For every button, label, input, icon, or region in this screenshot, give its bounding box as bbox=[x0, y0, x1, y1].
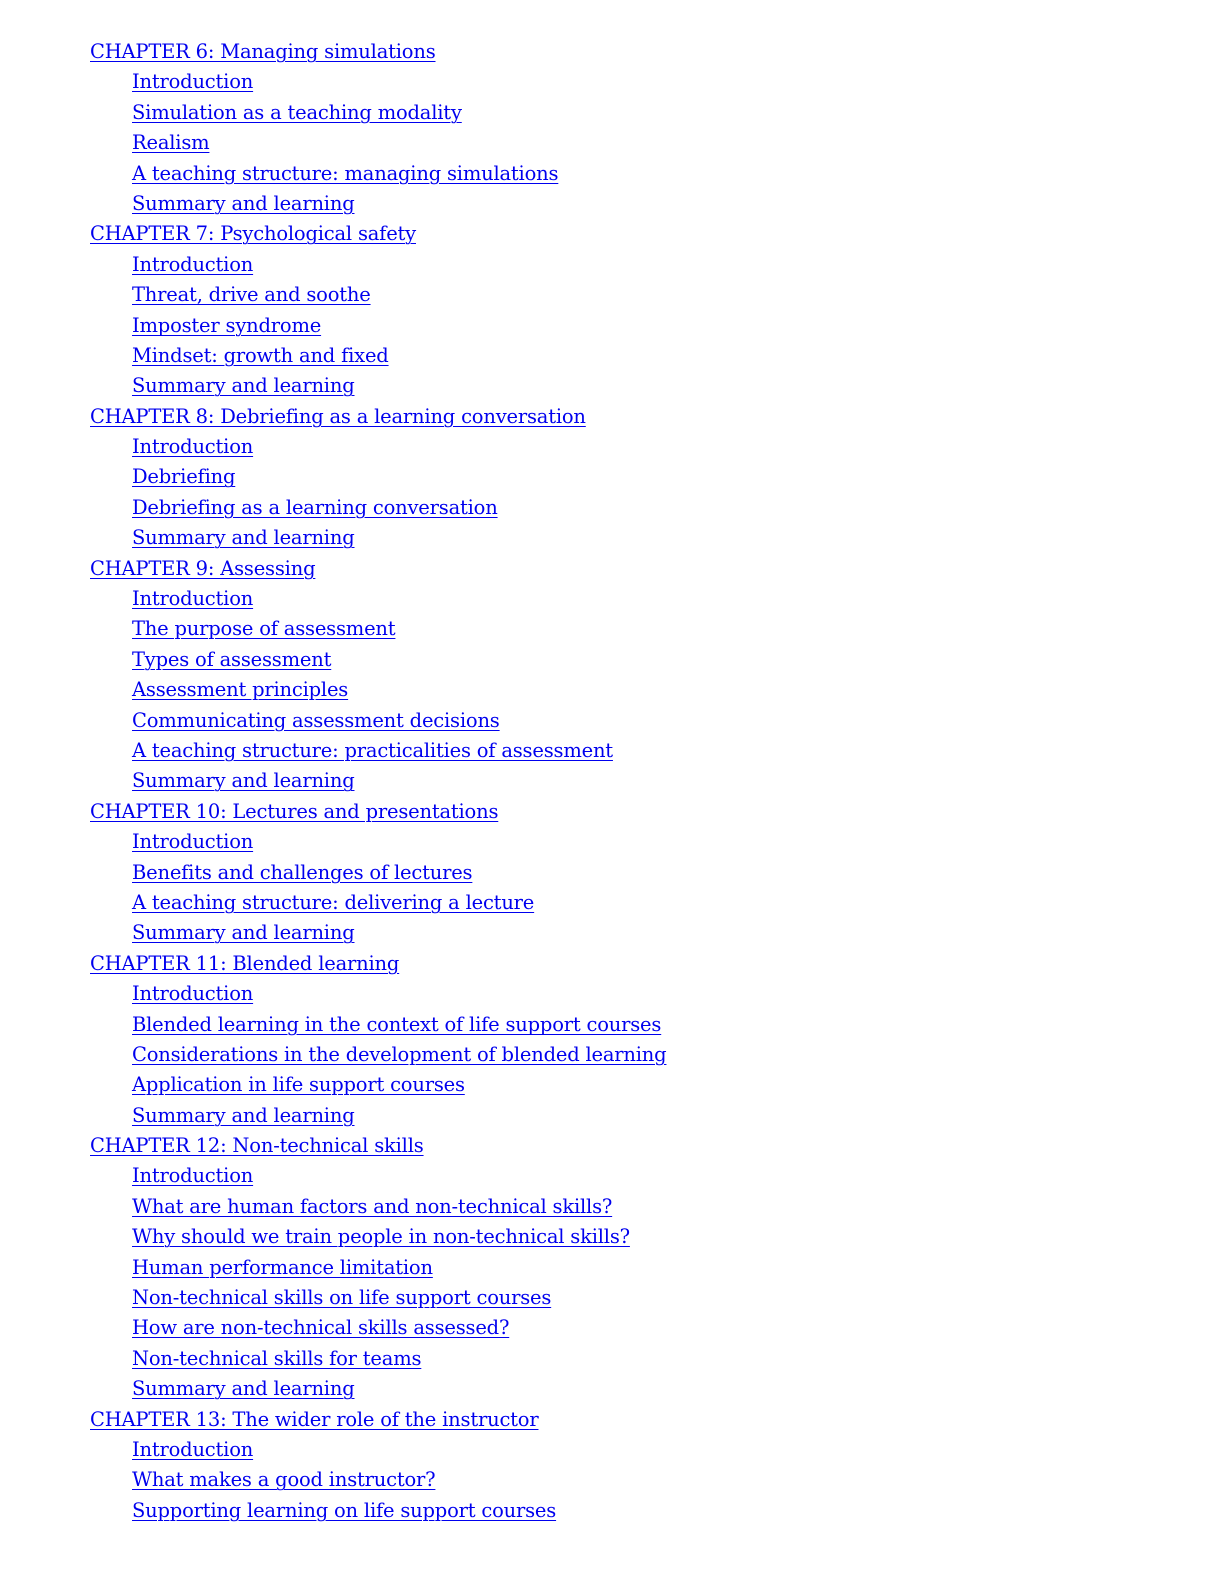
chapter-10 bbox=[90, 797, 1190, 949]
section-link[interactable]: Introduction bbox=[132, 1164, 254, 1188]
section-link[interactable]: Communicating assessment decisions bbox=[132, 708, 500, 732]
chapter-8-link[interactable]: CHAPTER 8: Debriefing as a learning conversation bbox=[90, 404, 586, 428]
section-link[interactable]: A teaching structure: practicalities of assessment bbox=[132, 738, 613, 762]
section-link[interactable]: Considerations in the development of blended learning bbox=[132, 1042, 667, 1066]
chapter-11-sections bbox=[90, 979, 1190, 1131]
section-link[interactable]: Debriefing bbox=[132, 465, 236, 489]
section-link[interactable]: Blended learning in the context of life support courses bbox=[132, 1012, 662, 1036]
section-link[interactable]: Supporting learning on life support courses bbox=[132, 1498, 557, 1522]
section-link[interactable]: Non-technical skills for teams bbox=[132, 1346, 422, 1370]
section-link[interactable]: Introduction bbox=[132, 587, 254, 611]
section-link[interactable]: Introduction bbox=[132, 1437, 254, 1461]
chapter-12-link[interactable]: CHAPTER 12: Non-technical skills bbox=[90, 1134, 424, 1158]
chapter-9-sections bbox=[90, 584, 1190, 797]
chapter-6-sections bbox=[90, 67, 1190, 219]
chapter-13 bbox=[90, 1405, 1190, 1527]
section-link[interactable]: Introduction bbox=[132, 982, 254, 1006]
section-link[interactable]: Summary and learning bbox=[132, 1377, 355, 1401]
section-link[interactable]: Application in life support courses bbox=[132, 1073, 465, 1097]
chapter-7-link[interactable]: CHAPTER 7: Psychological safety bbox=[90, 222, 416, 246]
section-link[interactable]: Realism bbox=[132, 131, 210, 155]
chapter-11-link[interactable]: CHAPTER 11: Blended learning bbox=[90, 951, 400, 975]
chapter-9-link[interactable]: CHAPTER 9: Assessing bbox=[90, 556, 316, 580]
section-link[interactable]: Human performance limitation bbox=[132, 1255, 433, 1279]
chapter-12 bbox=[90, 1131, 1190, 1405]
section-link[interactable]: Why should we train people in non-technical skills? bbox=[132, 1225, 630, 1249]
section-link[interactable]: A teaching structure: managing simulations bbox=[132, 161, 559, 185]
section-link[interactable]: Non-technical skills on life support courses bbox=[132, 1286, 552, 1310]
section-link[interactable]: Imposter syndrome bbox=[132, 313, 322, 337]
section-link[interactable]: Summary and learning bbox=[132, 921, 355, 945]
chapter-12-sections bbox=[90, 1161, 1190, 1404]
section-link[interactable]: Types of assessment bbox=[132, 647, 332, 671]
chapter-6 bbox=[90, 37, 1190, 219]
chapter-10-link[interactable]: CHAPTER 10: Lectures and presentations bbox=[90, 799, 499, 823]
chapter-6-link[interactable]: CHAPTER 6: Managing simulations bbox=[90, 40, 436, 63]
section-link[interactable]: What are human factors and non-technical skills? bbox=[132, 1194, 613, 1218]
section-link[interactable]: Benefits and challenges of lectures bbox=[132, 860, 473, 884]
section-link[interactable]: Summary and learning bbox=[132, 374, 355, 398]
section-link[interactable]: Assessment principles bbox=[132, 678, 349, 702]
chapter-13-link[interactable]: CHAPTER 13: The wider role of the instructor bbox=[90, 1407, 539, 1431]
section-link[interactable]: Introduction bbox=[132, 70, 254, 94]
chapter-13-sections bbox=[90, 1435, 1190, 1526]
section-link[interactable]: Summary and learning bbox=[132, 1103, 355, 1127]
chapter-9 bbox=[90, 554, 1190, 797]
chapter-8-sections bbox=[90, 432, 1190, 554]
chapter-10-sections bbox=[90, 827, 1190, 949]
section-link[interactable]: Introduction bbox=[132, 252, 254, 276]
section-link[interactable]: How are non-technical skills assessed? bbox=[132, 1316, 510, 1340]
chapter-7 bbox=[90, 219, 1190, 401]
section-link[interactable]: The purpose of assessment bbox=[132, 617, 396, 641]
section-link[interactable]: Summary and learning bbox=[132, 769, 355, 793]
section-link[interactable]: What makes a good instructor? bbox=[132, 1468, 436, 1492]
section-link[interactable]: Summary and learning bbox=[132, 526, 355, 550]
section-link[interactable]: A teaching structure: delivering a lecture bbox=[132, 890, 535, 914]
section-link[interactable]: Mindset: growth and fixed bbox=[132, 343, 389, 367]
chapter-11 bbox=[90, 949, 1190, 1131]
table-of-contents bbox=[90, 37, 1190, 1526]
section-link[interactable]: Introduction bbox=[132, 435, 254, 459]
section-link[interactable]: Debriefing as a learning conversation bbox=[132, 495, 498, 519]
section-link[interactable]: Summary and learning bbox=[132, 191, 355, 215]
section-link[interactable]: Simulation as a teaching modality bbox=[132, 100, 462, 124]
section-link[interactable]: Threat, drive and soothe bbox=[132, 283, 371, 307]
chapter-8 bbox=[90, 402, 1190, 554]
section-link[interactable]: Introduction bbox=[132, 830, 254, 854]
chapter-7-sections bbox=[90, 250, 1190, 402]
